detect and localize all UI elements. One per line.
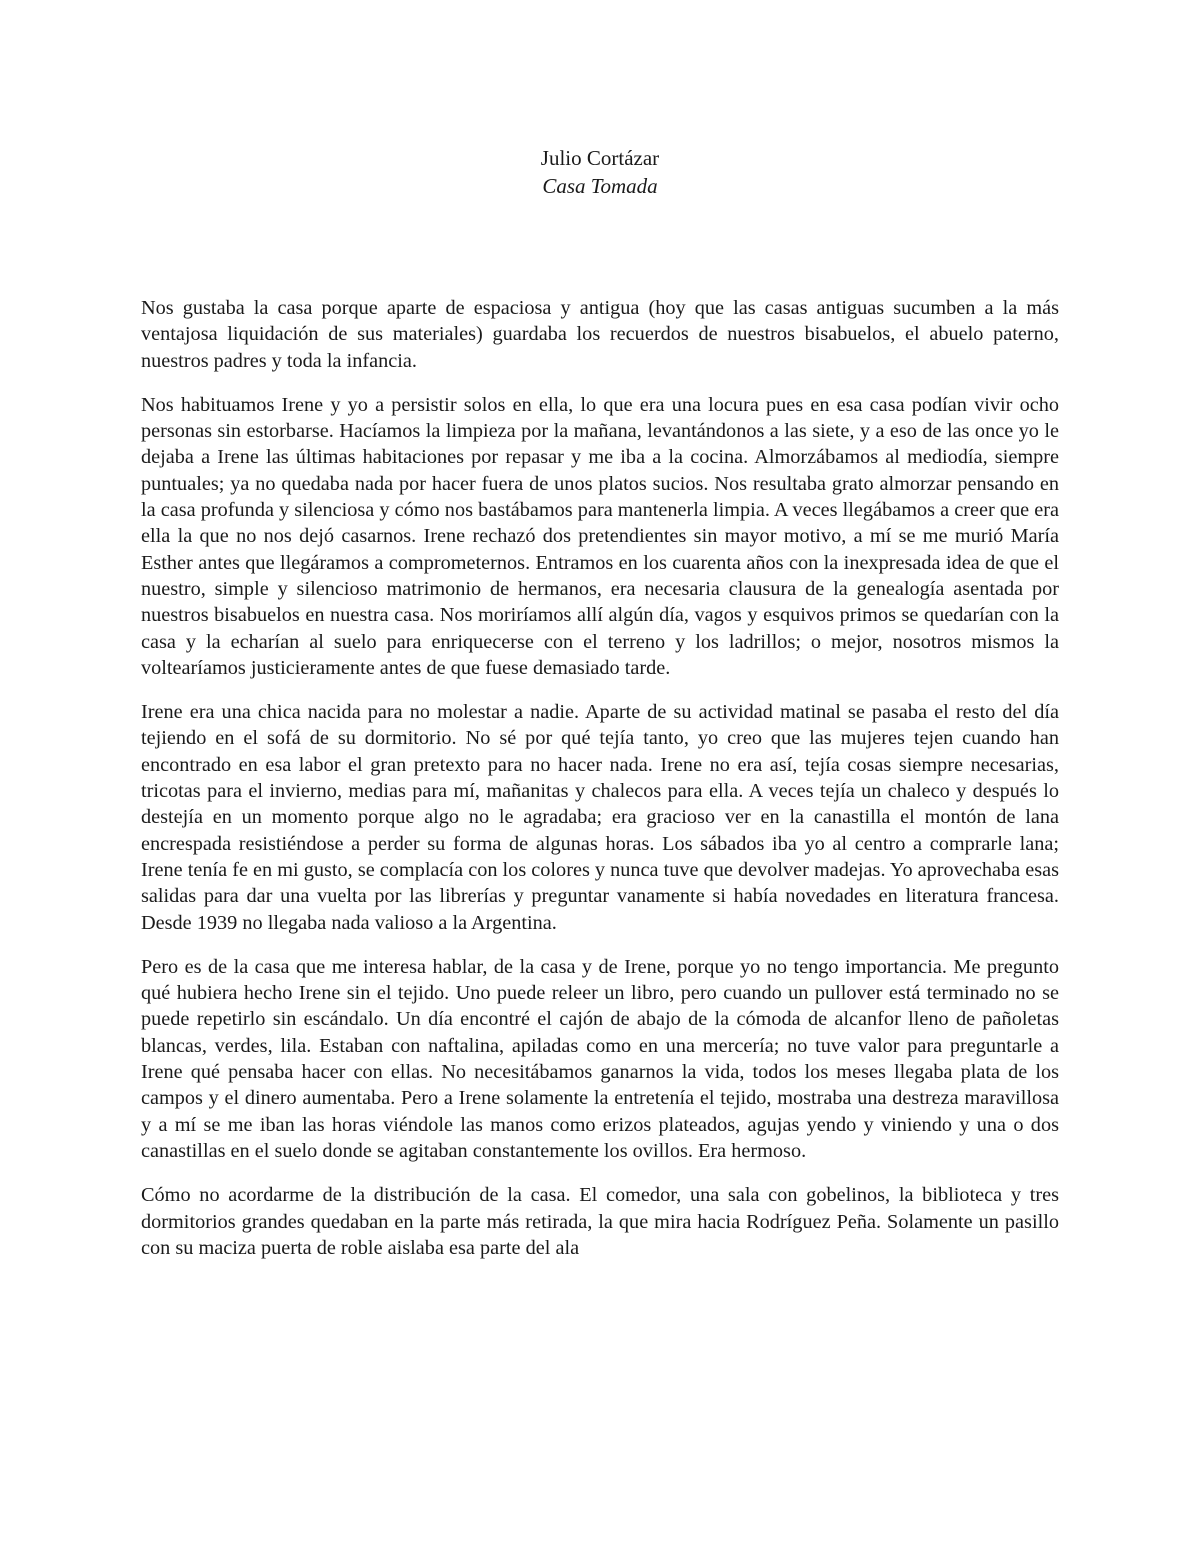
paragraph-2: Nos habituamos Irene y yo a persistir solos en ella, lo que era una locura pues en esa casa podían vivir ocho personas sin estorbarse. Hacíamos la limpieza por la mañana, levantándonos a las siete, y a eso de las once yo le dejaba a Irene las últimas habitaciones por repasar y me iba a la cocina. Almorzábamos al mediodía, siempre puntuales; ya no quedaba nada por hacer fuera de unos platos sucios. Nos resultaba grato almorzar pensando en la casa profunda y silenciosa y cómo nos bastábamos para mantenerla limpia. A veces llegábamos a creer que era ella la que no nos dejó casarnos. Irene rechazó dos pretendientes sin mayor motivo, a mí se me murió María Esther antes que llegáramos a comprometernos. Entramos en los cuarenta años con la inexpresada idea de que el nuestro, simple y silencioso matrimonio de hermanos, era necesaria clausura de la genealogía asentada por nuestros bisabuelos en nuestra casa. Nos moriríamos allí algún día, vagos y esquivos primos se quedarían con la casa y la echarían al suelo para enriquecerse con el terreno y los ladrillos; o mejor, nosotros mismos la voltearíamos justicieramente antes de que fuese demasiado tarde.	[141, 393, 1059, 679]
document-header	[0, 144, 1200, 200]
author-name: Julio Cortázar	[540, 146, 660, 170]
story-body	[141, 295, 1059, 1279]
paragraph-4: Pero es de la casa que me interesa hablar, de la casa y de Irene, porque yo no tengo importancia. Me pregunto qué hubiera hecho Irene sin el tejido. Uno puede releer un libro, pero cuando un pullover está terminado no se puede repetirlo sin escándalo. Un día encontré el cajón de abajo de la cómoda de alcanfor lleno de pañoletas blancas, verdes, lila. Estaban con naftalina, apiladas como en una mercería; no tuve valor para preguntarle a Irene qué pensaba hacer con ellas. No necesitábamos ganarnos la vida, todos los meses llegaba plata de los campos y el dinero aumentaba. Pero a Irene solamente la entretenía el tejido, mostraba una destreza maravillosa y a mí se me iban las horas viéndole las manos como erizos plateados, agujas yendo y viniendo y una o dos canastillas en el suelo donde se agitaban constantemente los ovillos. Era hermoso.	[141, 955, 1059, 1162]
paragraph-1: Nos gustaba la casa porque aparte de espaciosa y antigua (hoy que las casas antiguas sucumben a la más ventajosa liquidación de sus materiales) guardaba los recuerdos de nuestros bisabuelos, el abuelo paterno, nuestros padres y toda la infancia.	[141, 297, 1059, 372]
paragraph-3: Irene era una chica nacida para no molestar a nadie. Aparte de su actividad matinal se pasaba el resto del día tejiendo en el sofá de su dormitorio. No sé por qué tejía tanto, yo creo que las mujeres tejen cuando han encontrado en esa labor el gran pretexto para no hacer nada. Irene no era así, tejía cosas siempre necesarias, tricotas para el invierno, medias para mí, mañanitas y chalecos para ella. A veces tejía un chaleco y después lo destejía en un momento porque algo no le agradaba; era gracioso ver en la canastilla el montón de lana encrespada resistiéndose a perder su forma de algunas horas. Los sábados iba yo al centro a comprarle lana; Irene tenía fe en mi gusto, se complacía con los colores y nunca tuve que devolver madejas. Yo aprovechaba esas salidas para dar una vuelta por las librerías y preguntar vanamente si había novedades en literatura francesa. Desde 1939 no llegaba nada valioso a la Argentina.	[141, 701, 1059, 934]
paragraph-5: Cómo no acordarme de la distribución de la casa. El comedor, una sala con gobelinos, la biblioteca y tres dormitorios grandes quedaban en la parte más retirada, la que mira hacia Rodríguez Peña. Solamente un pasillo con su maciza puerta de roble aislaba esa parte del ala	[141, 1184, 1059, 1259]
story-title: Casa Tomada	[542, 174, 658, 198]
